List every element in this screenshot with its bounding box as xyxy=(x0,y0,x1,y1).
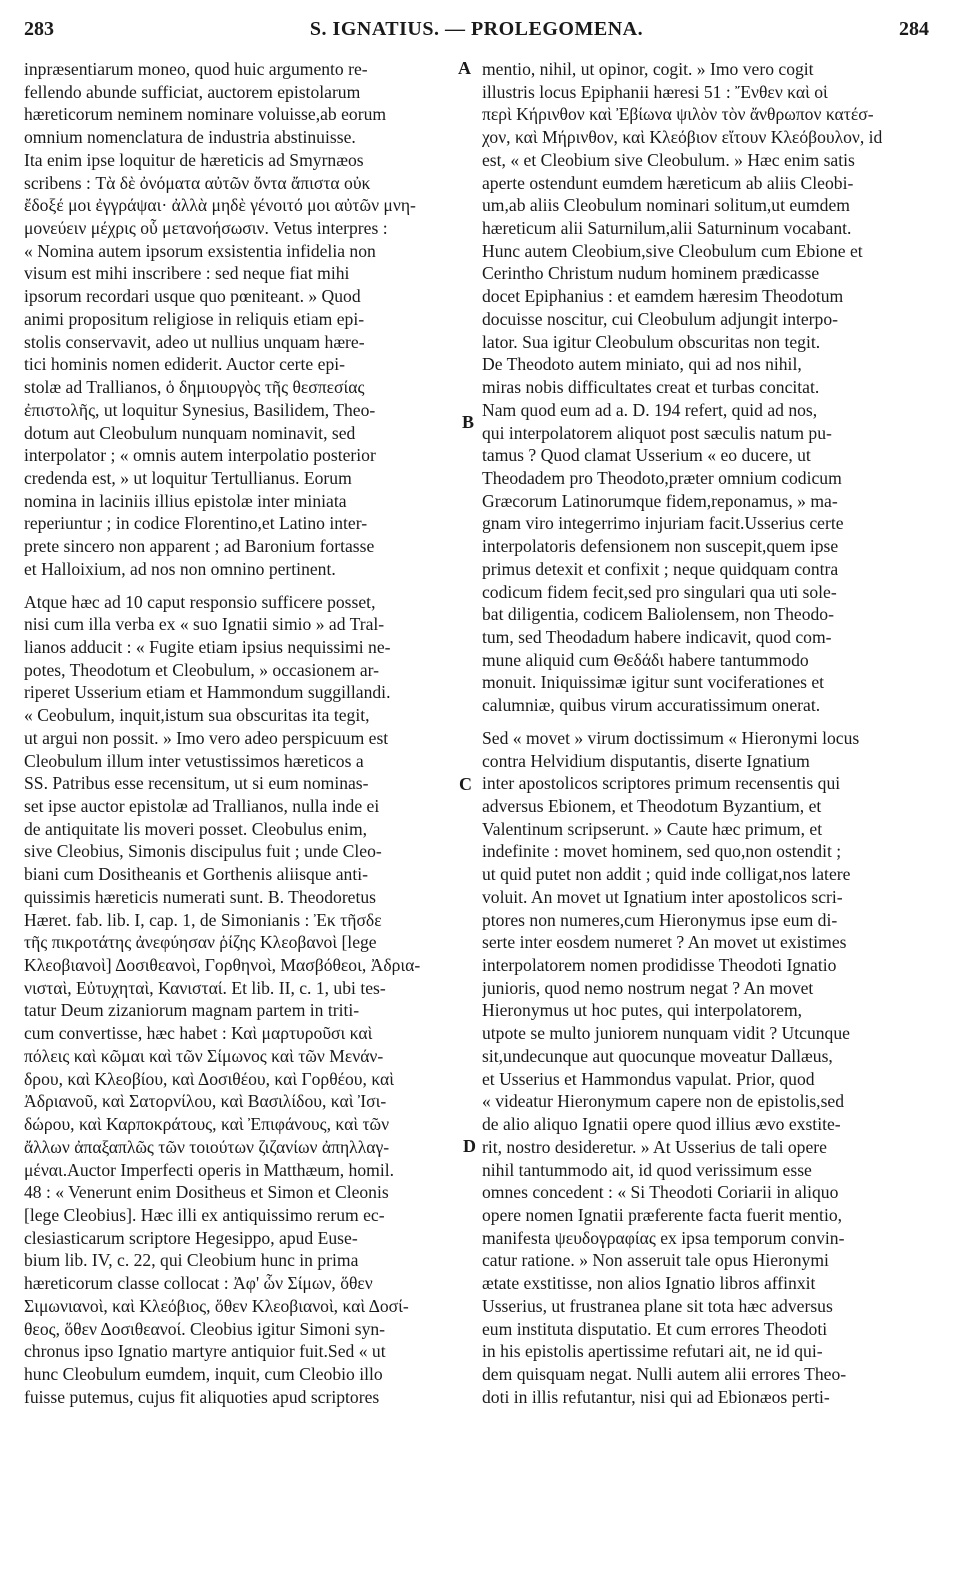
text-line: πόλεις καὶ κῶμαι καὶ τῶν Σίμωνος καὶ τῶν Μενάν- xyxy=(24,1045,384,1066)
text-line: interpolatorem nomen prodidisse Theodoti Ignatio xyxy=(482,955,837,976)
text-line: quissimis hæreticis numerati sunt. B. Theodoretus xyxy=(24,886,377,907)
text-line: inpræsentiarum moneo, quod huic argumento re- xyxy=(24,59,368,79)
text-line: Græcorum Latinorumque fidem,reponamus, » ma- xyxy=(482,490,838,511)
text-line: monuit. Iniquissimæ igitur sunt vociferationes et xyxy=(482,672,825,693)
text-line: indefinite : movet hominem, sed quo,non ostendit ; xyxy=(482,841,842,862)
page-number-left: 283 xyxy=(24,18,54,40)
text-line: et Halloixium, ad nos non omnino pertinent. xyxy=(24,558,336,579)
text-line: lator. Sua igitur Cleobulum obscuritas non tegit. xyxy=(482,331,821,352)
text-line: adversus Ebionem, et Theodotum Byzantium, et xyxy=(482,796,822,816)
text-line: Atque hæc ad 10 caput responsio sufficere posset, xyxy=(24,591,376,612)
text-line: credenda est, » ut loquitur Tertullianus. Eorum xyxy=(24,467,352,488)
text-line: chronus ipso Ignatio martyre antiquior fuit.Sed « ut xyxy=(24,1341,386,1362)
text-line: primus detexit et confixit ; neque quidquam contra xyxy=(482,558,839,579)
text-line: eum instituta disputatio. Et cum errores Theodoti xyxy=(482,1318,828,1339)
text-line: mentio, nihil, ut opinor, cogit. » Imo vero cogit xyxy=(482,59,814,79)
text-line: Usserius, ut frustranea plane sit tota hæc adversus xyxy=(482,1295,833,1316)
text-line: χον, καὶ Μήρινθον, καὶ Κλεόβιον εἴτουν Κλεόβουλον, id xyxy=(482,127,883,148)
text-line: opere nomen Ignatii præferente facta fuerit mentio, xyxy=(482,1204,843,1225)
text-line: hæreticorum neminem nominare voluisse,ab eorum xyxy=(24,104,387,125)
text-line: prete sincero non apparent ; ad Baronium fortasse xyxy=(24,536,375,557)
text-line: « Nomina autem ipsorum exsistentia infidelia non xyxy=(24,240,376,261)
text-line: « videatur Hieronymum capere non de epistolis,sed xyxy=(482,1091,845,1112)
text-line: de alio aliquo Ignatii opere quod illius ævo exstite- xyxy=(482,1114,841,1135)
text-line: junioris, quod nemo nostrum negat ? An movet xyxy=(482,977,814,998)
text-line: Sed « movet » virum doctissimum « Hieronymi locus xyxy=(482,727,860,748)
text-line: bium lib. IV, c. 22, qui Cleobium hunc in prima xyxy=(24,1250,359,1271)
text-line: Hunc autem Cleobium,sive Cleobulum cum Ebione et xyxy=(482,240,863,261)
text-line: fuisse putemus, cujus fit aliquoties apud scriptores xyxy=(24,1386,380,1407)
page-header xyxy=(24,14,929,44)
text-line: riperet Usserium etiam et Hammondum suggillandi. xyxy=(24,682,391,703)
text-line: animi propositum religiose in reliquis etiam epi- xyxy=(24,308,365,329)
page-number-right: 284 xyxy=(899,18,929,40)
text-line: scribens : Τὰ δὲ ὀνόματα αὐτῶν ὄντα ἄπιστα οὐκ xyxy=(24,172,371,193)
text-line: νισταὶ, Εὐτυχηταὶ, Κανισταί. Et lib. II, c. 1, ubi tes- xyxy=(24,977,386,998)
text-line: περὶ Κήρινθον καὶ Ἐβίωνα ψιλὸν τὸν ἄνθρωπον κατέσ- xyxy=(482,104,874,125)
text-line: tatur Deum zizaniorum magnam partem in triti- xyxy=(24,1000,360,1021)
text-line: ipsorum recordari usque quo pœniteant. » Quod xyxy=(24,286,361,307)
text-line: ἄλλων ἀπαξαπλῶς τῶν τοιούτων ζιζανίων ἀπηλλαγ- xyxy=(24,1136,390,1157)
margin-letter-b: B xyxy=(462,412,475,432)
text-line: omnium nomenclatura de industria abstinuisse. xyxy=(24,127,356,148)
text-line: illustris locus Epiphanii hæresi 51 : Ἔνθεν καὶ οἱ xyxy=(482,81,828,102)
text-line: ætate exstitisse, non alios Ignatio libros affinxit xyxy=(482,1273,816,1294)
text-line: doti in illis refutantur, nisi qui ad Ebionæos perti- xyxy=(482,1386,830,1407)
text-line: calumniæ, quibus virum accuratissimum onerat. xyxy=(482,695,821,716)
text-line: tamus ? Quod clamat Usserium « eo ducere, ut xyxy=(482,445,811,466)
text-line: gnam viro integerrimo injuriam facit.Usserius certe xyxy=(482,513,844,534)
text-line: reperiuntur ; in codice Florentino,et Latino inter- xyxy=(24,513,368,534)
text-line: Cleobulum illum inter vetustissimos hæreticos a xyxy=(24,750,364,771)
text-line: potes, Theodotum et Cleobulum, » occasionem ar- xyxy=(24,659,380,680)
text-line: mune aliquid cum Θεδάδι habere tantummodo xyxy=(482,649,809,670)
text-line: Σιμωνιανοὶ, καὶ Κλεόβιος, ὅθεν Κλεοβιανοὶ, καὶ Δοσί- xyxy=(24,1295,409,1316)
text-line: dem quisquam negat. Nulli autem alii errores Theo- xyxy=(482,1363,847,1384)
text-line: aperte ostendunt eumdem hæreticum ab aliis Cleobi- xyxy=(482,172,854,193)
text-line: in his epistolis apertissime refutari ait, ne id qui- xyxy=(482,1341,823,1362)
text-line: Theodadem pro Theodoto,præter omnium codicum xyxy=(482,467,842,488)
text-line: contra Helvidium disputantis, diserte Ignatium xyxy=(482,750,810,771)
paragraph-break xyxy=(24,581,464,591)
text-line: manifesta ψευδογραφίας ex ipsa temporum convin- xyxy=(482,1227,845,1248)
text-line: τῆς πικροτάτης ἀνεφύησαν ῥίζης Κλεοβανοὶ [lege xyxy=(24,932,377,953)
text-line: Hæret. fab. lib. I, cap. 1, de Simonianis : Ἐκ τῆσδε xyxy=(24,909,382,930)
text-line: ἔδοξέ μοι ἐγγράψαι· ἀλλὰ μηδὲ γένοιτό μοι αὐτῶν μνη- xyxy=(24,195,416,216)
text-line: bat diligentia, codicem Baliolensem, non Theodo- xyxy=(482,604,834,625)
text-line: omnes concedent : « Si Theodoti Coriarii in aliquo xyxy=(482,1182,839,1203)
text-line: docet Epiphanius : et eamdem hæresim Theodotum xyxy=(482,286,844,307)
text-line: qui interpolatorem aliquot post sæculis natum pu- xyxy=(482,422,832,443)
paragraph-break xyxy=(482,717,922,727)
text-line: hæreticum alii Saturnilum,alii Saturninum vocabant. xyxy=(482,218,852,239)
text-line: Hieronymus ut hoc putes, qui interpolatorem, xyxy=(482,1000,803,1021)
text-line: de antiquitate lis moveri posset. Cleobulus enim, xyxy=(24,818,368,839)
text-line: stolæ ad Trallianos, ὁ δημιουργὸς τῆς θεσπεσίας xyxy=(24,377,365,398)
text-line: hæreticorum classe collocat : Ἀφ' ὧν Σίμων, ὅθεν xyxy=(24,1273,373,1294)
text-line: cum convertisse, hæc habet : Καὶ μαρτυροῦσι καὶ xyxy=(24,1023,373,1044)
text-line: 48 : « Venerunt enim Dositheus et Simon et Cleonis xyxy=(24,1182,389,1203)
text-line: est, « et Cleobium sive Cleobulum. » Hæc enim satis xyxy=(482,149,855,170)
text-line: utpote se multo juniorem nunquam vidit ? Utcunque xyxy=(482,1023,850,1044)
text-line: interpolator ; « omnis autem interpolatio posterior xyxy=(24,445,376,466)
right-column xyxy=(482,58,922,1408)
text-line: nomina in laciniis illius epistolæ inter miniata xyxy=(24,490,347,511)
text-line: Ita enim ipse loquitur de hæreticis ad Smyrnæos xyxy=(24,149,364,170)
text-line: « Ceobulum, inquit,istum sua obscuritas ita tegit, xyxy=(24,705,370,726)
left-column xyxy=(24,58,464,1408)
margin-letter-d: D xyxy=(463,1136,476,1156)
text-line: stolis conservavit, adeo ut nullius unquam hære- xyxy=(24,331,365,352)
text-line: et Usserius et Hammondus vapulat. Prior, quod xyxy=(482,1068,815,1089)
text-line: θεος, ὅθεν Δοσιθεανοί. Cleobius igitur Simoni syn- xyxy=(24,1318,386,1339)
margin-letter-c: C xyxy=(459,774,472,794)
text-line: biani cum Dositheanis et Gorthenis aliisque anti- xyxy=(24,864,368,885)
text-line: docuisse noscitur, cui Cleobulum adjungit interpo- xyxy=(482,308,838,329)
text-line: SS. Patribus esse recensitum, ut si eum nominas- xyxy=(24,773,369,794)
text-line: Κλεοβιανοὶ] Δοσιθεανοὶ, Γορθηνοὶ, Μασβόθεοι, Ἀδρια- xyxy=(24,955,421,976)
text-line: rit, nostro desideretur. » At Usserius de tali opere xyxy=(482,1136,827,1157)
text-line: Cerintho Christum nudum hominem prædicasse xyxy=(482,263,820,284)
running-title: S. IGNATIUS. — PROLEGOMENA. xyxy=(309,18,644,40)
text-line: hunc Cleobulum eumdem, inquit, cum Cleobio illo xyxy=(24,1363,383,1384)
text-line: codicum fidem fecit,sed pro singulari qua uti sole- xyxy=(482,581,837,602)
text-line: ptores non numeres,cum Hieronymus ipse eum di- xyxy=(482,909,838,930)
text-line: clesiasticarum scriptore Hegesippo, apud Euse- xyxy=(24,1227,358,1248)
margin-letter-a: A xyxy=(458,58,471,78)
text-line: serte inter eosdem numeret ? An movet ut existimes xyxy=(482,932,847,953)
text-line: lianos adducit : « Fugite etiam ipsius nequissimi ne- xyxy=(24,636,391,657)
text-line: De Theodoto autem miniato, qui ad nos nihil, xyxy=(482,354,802,375)
text-line: Ἀδριανοῦ, καὶ Σατορνίλου, καὶ Βασιλίδου, καὶ Ἰσι- xyxy=(24,1091,387,1112)
text-line: sive Cleobius, Simonis discipulus fuit ; unde Cleo- xyxy=(24,841,382,862)
text-line: interpolatoris defensionem non suscepit,quem ipse xyxy=(482,536,839,557)
text-line: δώρου, καὶ Καρποκράτους, καὶ Ἐπιφάνους, καὶ τῶν xyxy=(24,1114,390,1135)
text-line: fellendo abunde sufficiat, auctorem epistolarum xyxy=(24,81,361,102)
text-line: tici hominis nomen ediderit. Auctor certe epi- xyxy=(24,354,345,375)
text-line: catur ratione. » Non asseruit tale opus Hieronymi xyxy=(482,1250,829,1271)
text-line: miras nobis difficultates creat et turbas concitat. xyxy=(482,377,820,398)
text-line: δρου, καὶ Κλεοβίου, καὶ Δοσιθέου, καὶ Γορθέου, καὶ xyxy=(24,1068,394,1089)
text-line: μέναι.Auctor Imperfecti operis in Matthæum, homil. xyxy=(24,1159,395,1180)
text-line: ἐπιστολῆς, ut loquitur Synesius, Basilidem, Theo- xyxy=(24,399,376,420)
text-line: inter apostolicos scriptores primum recensentis qui xyxy=(482,773,841,794)
text-line: Nam quod eum ad a. D. 194 refert, quid ad nos, xyxy=(482,399,818,420)
text-line: visum est mihi inscribere : sed neque fiat mihi xyxy=(24,263,350,284)
text-line: ut argui non possit. » Imo vero adeo perspicuum est xyxy=(24,727,389,748)
text-line: dotum aut Cleobulum nunquam nominavit, sed xyxy=(24,422,356,443)
text-line: nisi cum illa verba ex « suo Ignatii simio » ad Tral- xyxy=(24,614,385,635)
text-line: Valentinum scripserunt. » Caute hæc primum, et xyxy=(482,818,823,839)
text-line: ut quid putet non addit ; quid inde colligat,nos latere xyxy=(482,864,851,885)
text-line: um,ab aliis Cleobulum nominari solitum,ut eumdem xyxy=(482,195,850,216)
text-line: sit,undecunque aut quocunque moveatur Dallæus, xyxy=(482,1045,833,1066)
text-line: tum, sed Theodadum habere indicavit, quod com- xyxy=(482,626,832,647)
text-line: nihil tantummodo ait, id quod verissimum esse xyxy=(482,1159,812,1180)
text-line: μονεύειν μέχρις οὗ μετανοήσωσιν. Vetus interpres : xyxy=(24,218,388,239)
text-line: set ipse auctor epistolæ ad Trallianos, nulla inde ei xyxy=(24,796,380,816)
text-line: [lege Cleobius]. Hæc illi ex antiquissimo rerum ec- xyxy=(24,1204,385,1225)
text-line: voluit. An movet ut Ignatium inter apostolicos scri- xyxy=(482,886,843,907)
